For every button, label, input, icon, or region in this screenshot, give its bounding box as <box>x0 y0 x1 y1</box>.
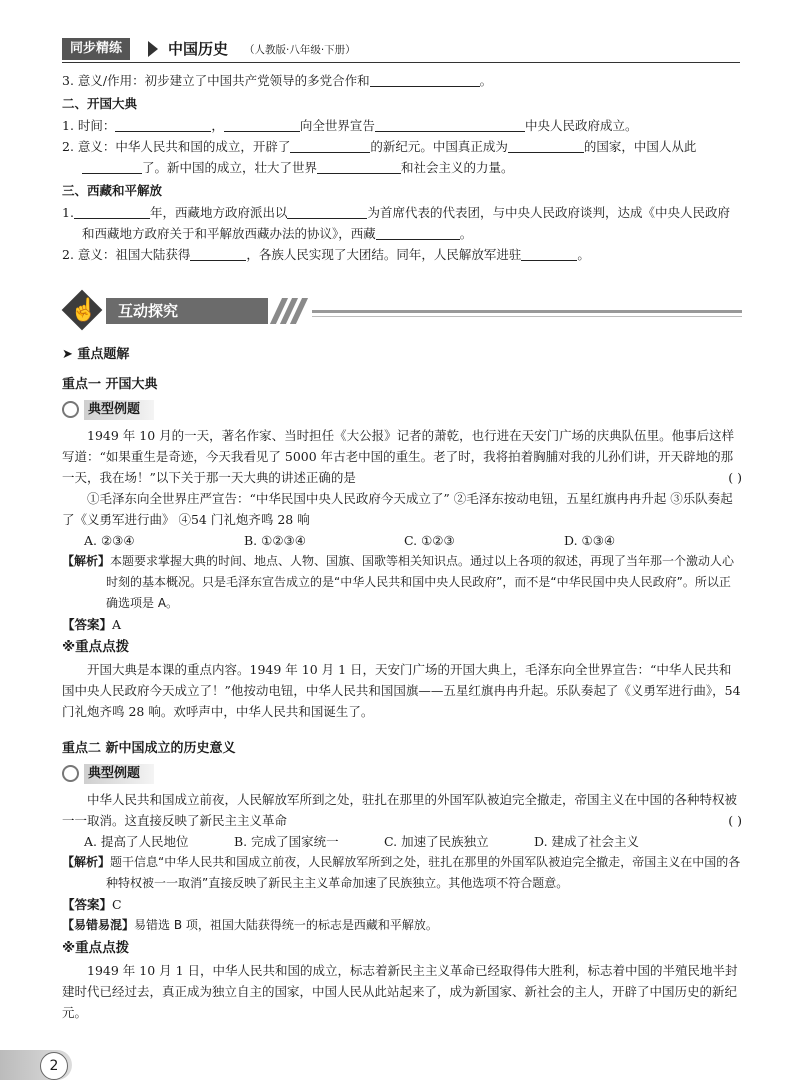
chevron-right-icon <box>148 41 158 57</box>
text: 3. 意义/作用：初步建立了中国共产党领导的多党合作和 <box>62 73 370 88</box>
magnifier-icon <box>62 401 79 418</box>
text: 年，西藏地方政府派出以 <box>149 205 288 220</box>
magnifier-icon <box>62 765 79 782</box>
tip-1: 开国大典是本课的重点内容。1949 年 10 月 1 日，天安门广场的开国大典上，毛泽东向全世界宣告：“中华人民共和国中央人民政府今天成立了！”他按动电钮，中华人民共和国国旗——五星红旗冉冉升起。乐队奏起了《义勇军进行曲》，54 门礼炮齐鸣 28 响。欢呼声中，中华人民共和国诞生了。 <box>62 662 741 719</box>
text: 1. <box>62 205 74 220</box>
answer-1 <box>62 614 742 635</box>
fill-blank[interactable] <box>290 138 370 153</box>
text: 的国家，中国人从此 <box>583 139 697 154</box>
fill-blank[interactable] <box>375 117 525 132</box>
header-divider <box>62 62 740 63</box>
fill-blank[interactable] <box>82 159 142 174</box>
answer-label: 【答案】 <box>62 897 113 912</box>
confusion-note <box>62 915 742 936</box>
answer-value: A <box>112 617 122 632</box>
text: 2. 意义：祖国大陆获得 <box>62 247 191 262</box>
confusion-label: 【易错易混】 <box>62 918 135 932</box>
options-2 <box>62 831 742 852</box>
question-2 <box>62 789 742 831</box>
text: 和社会主义的力量。 <box>401 160 514 175</box>
review-section <box>62 70 742 265</box>
main-section <box>62 342 742 1023</box>
banner-rule <box>312 316 742 317</box>
option[interactable]: C. ①②③ <box>404 533 455 548</box>
text: 。 <box>479 73 493 88</box>
subsection-heading <box>62 342 742 368</box>
option[interactable]: C. 加速了民族独立 <box>384 834 489 849</box>
question-1 <box>62 425 742 488</box>
text: 中央人民政府成立。 <box>524 118 638 133</box>
answer-paren: ( ) <box>728 813 742 828</box>
fill-blank[interactable] <box>370 72 480 87</box>
subhead-text: 重点题解 <box>77 347 130 362</box>
section-heading: 二、开国大典 <box>62 96 138 111</box>
item-3 <box>62 70 742 91</box>
fill-blank[interactable] <box>224 117 300 132</box>
page-number: 2 <box>40 1052 68 1080</box>
fill-blank[interactable] <box>287 204 367 219</box>
text: 。 <box>577 247 590 262</box>
text: 1. 时间： <box>62 118 116 133</box>
example-label <box>62 400 172 420</box>
page-header <box>62 38 740 62</box>
key-point-2: 重点二 新中国成立的历史意义 <box>62 741 236 756</box>
option[interactable]: B. 完成了国家统一 <box>234 834 339 849</box>
option[interactable]: D. ①③④ <box>564 533 616 548</box>
answer-2 <box>62 894 742 915</box>
fill-blank[interactable] <box>115 117 211 132</box>
key-point-1: 重点一 开国大典 <box>62 377 158 392</box>
option[interactable]: D. 建成了社会主义 <box>534 834 640 849</box>
question-text: 1949 年 10 月的一天，著名作家、当时担任《大公报》记者的萧乾，也行进在天安门广场的庆典队伍里。他事后这样写道：“如果重生是奇迹，今天我看见了 5000 年古老中国的重生。老了时，我将拍着胸脯对我的儿孙们讲，开天辟地的那一天，我在场！”以下关于那一天大典的讲述正确的是 <box>62 428 735 485</box>
analysis-text: 题干信息“中华人民共和国成立前夜，人民解放军所到之处，驻扎在那里的外国军队被迫完全撤走，帝国主义在中国的各种特权被一一取消”直接反映了新民主主义革命加速了民族独立。其他选项不符合题意。 <box>106 855 741 890</box>
option[interactable]: B. ①②③④ <box>244 533 306 548</box>
analysis-1 <box>62 551 742 614</box>
analysis-label: 【解析】 <box>62 554 111 568</box>
text: 2. 意义：中华人民共和国的成立，开辟了 <box>62 139 291 154</box>
book-subtitle: （人教版·八年级·下册） <box>244 44 356 56</box>
section-heading: 三、西藏和平解放 <box>62 183 163 198</box>
option[interactable]: A. ②③④ <box>84 533 135 548</box>
chevron-right-icon: ➤ <box>62 347 78 362</box>
question-1-items: ①毛泽东向全世界庄严宣告：“中华民国中央人民政府今天成立了” ②毛泽东按动电钮，五星红旗冉冉升起 ③乐队奏起了《义勇军进行曲》 ④54 门礼炮齐鸣 28 响 <box>62 491 733 527</box>
analysis-2 <box>62 852 742 894</box>
text: 向全世界宣告 <box>299 118 375 133</box>
item-3-1 <box>62 202 742 244</box>
tip-heading: ※重点点拨 <box>62 940 130 956</box>
text: ，各族人民实现了大团结。同年，人民解放军进驻 <box>246 247 522 262</box>
banner-rule <box>312 310 742 313</box>
text: 的新纪元。中国真正成为 <box>370 139 508 154</box>
item-2-2 <box>62 136 742 178</box>
tip-heading: ※重点点拨 <box>62 639 130 655</box>
book-title: 中国历史 <box>168 40 229 58</box>
example-label-text: 典型例题 <box>84 400 154 420</box>
item-2-1 <box>62 115 742 136</box>
fill-blank[interactable] <box>376 225 460 240</box>
tip-2: 1949 年 10 月 1 日，中华人民共和国的成立，标志着新民主主义革命已经取得伟大胜利，标志着中国的半殖民地半封建时代已经过去，真正成为独立自主的国家，中国人民从此站起来了，成为新国家、新社会的主人，开辟了中国历史的新纪元。 <box>62 963 738 1020</box>
interactive-banner <box>62 290 742 334</box>
example-label <box>62 764 172 784</box>
pointing-hand-icon: ☝ <box>70 298 98 323</box>
question-text: 中华人民共和国成立前夜，人民解放军所到之处，驻扎在那里的外国军队被迫完全撤走，帝国主义在中国的各种特权被一一取消。这直接反映了新民主主义革命 <box>62 792 738 828</box>
answer-label: 【答案】 <box>62 617 113 632</box>
confusion-text: 易错选 B 项，祖国大陆获得统一的标志是西藏和平解放。 <box>134 918 438 932</box>
banner-title: 互动探究 <box>106 298 268 324</box>
analysis-text: 本题要求掌握大典的时间、地点、人物、国旗、国歌等相关知识点。通过以上各项的叙述，再现了当年那一个激动人心时刻的基本概况。只是毛泽东宣告成立的是“中华人民共和国中央人民政府”，而不是“中华民国中央人民政府”。所以正确选项是 A。 <box>106 554 735 610</box>
answer-paren: ( ) <box>728 470 742 485</box>
series-tag: 同步精练 <box>62 38 130 60</box>
fill-blank[interactable] <box>317 159 401 174</box>
fill-blank[interactable] <box>190 246 246 261</box>
analysis-label: 【解析】 <box>62 855 111 869</box>
fill-blank[interactable] <box>508 138 584 153</box>
fill-blank[interactable] <box>74 204 150 219</box>
text: 。 <box>459 226 473 241</box>
item-3-2 <box>62 244 742 265</box>
text: 为首席代表的代表团，与中央人民政府谈判，达成《中央人民政府和西藏地方政府关于和平解放西藏办法的协议》，西藏 <box>82 205 730 241</box>
fill-blank[interactable] <box>521 246 577 261</box>
options-1 <box>62 530 742 551</box>
example-label-text: 典型例题 <box>84 764 154 784</box>
text: 了。新中国的成立，壮大了世界 <box>142 160 318 175</box>
text: ， <box>211 118 224 133</box>
answer-value: C <box>112 897 122 912</box>
option[interactable]: A. 提高了人民地位 <box>84 834 189 849</box>
